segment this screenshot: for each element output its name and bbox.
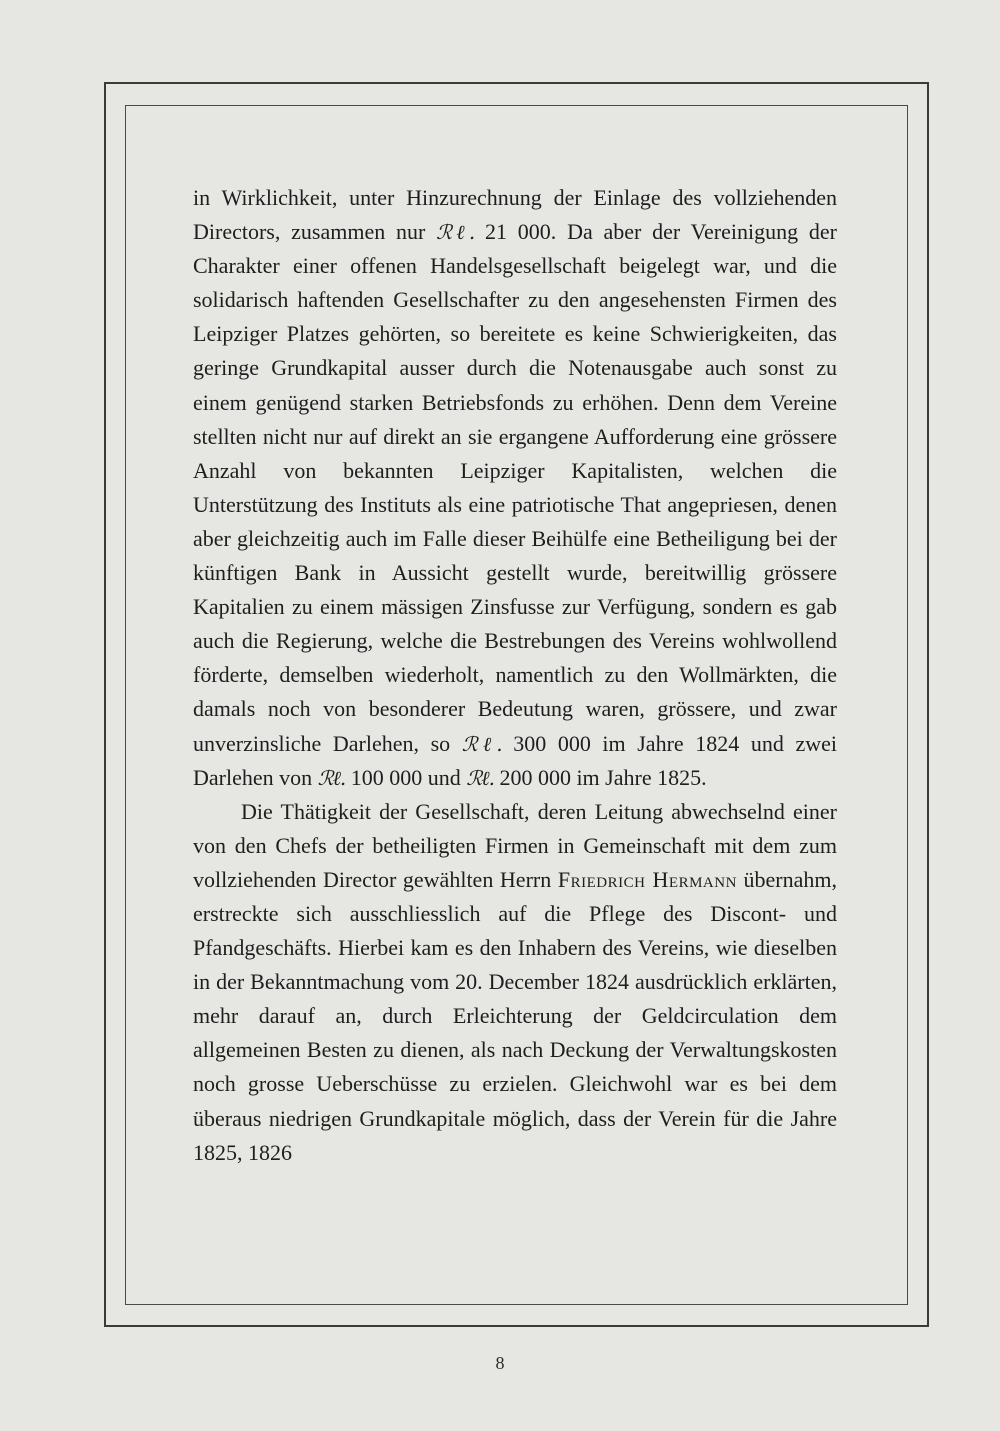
text-segment: 300 000 im Jahre 1824 und zwei Darlehen von [193,730,837,790]
text-segment: 200 000 im Jahre 1825. [493,764,707,790]
text-segment: 21 000. Da aber der Vereinigung der Charakter einer offenen Handelsgesellschaft beigelegt war, und die solidarisch haftenden Gesellschafter zu den angesehensten Firmen des Leipziger Platzes gehörten, so bereitete es keine Schwierigkeiten, das geringe Grundkapital ausser durch die Notenausgabe auch sonst zu einem genügend starken Betriebsfonds zu erhöhen. Denn dem Vereine stellten nicht nur auf direkt an sie ergangene Aufforderung eine grössere Anzahl von bekannten Leipziger Kapitalisten, welchen die Unterstützung des Instituts als eine patriotische That angepriesen, denen aber gleichzeitig auch im Falle dieser Beihülfe eine Betheiligung bei der künftigen Bank in Aussicht gestellt wurde, bereitwillig grössere Kapitalien zu einem mässigen Zinsfusse zur Verfügung, sondern es gab auch die Regierung, welche die Bestrebungen des Vereins wohlwollend förderte, demselben wiederholt, namentlich zu den Wollmärkten, die damals noch von besonderer Bedeutung waren, grössere, und zwar unverzinsliche Darlehen, so [193,219,837,756]
text-segment: Die Thätigkeit der Gesellschaft, deren Leitung abwechselnd einer von den Chefs der betheiligten Firmen in Gemeinschaft mit dem zum vollziehenden Director gewählten Herrn [193,798,837,892]
paragraph-2 [193,795,837,1170]
thaler-symbol: ℛℓ. [461,731,502,756]
thaler-symbol: ℛℓ. [466,765,494,790]
text-segment: übernahm, erstreckte sich ausschliesslich auf die Pflege des Discont- und Pfandgeschäfts. Hierbei kam es den Inhabern des Vereins, wie dieselben in der Bekanntmachung vom 20. December 1824 ausdrücklich erklärten, mehr darauf an, durch Erleichterung der Geldcirculation dem allgemeinen Besten zu dienen, als nach Deckung der Verwaltungskosten noch grosse Ueberschüsse zu erzielen. Gleichwohl war es bei dem überaus niedrigen Grundkapitale möglich, dass der Verein für die Jahre 1825, 1826 [193,866,837,1165]
thaler-symbol: ℛℓ. [317,765,346,790]
thaler-symbol: ℛℓ. [436,220,475,245]
page-number: 8 [495,1353,505,1373]
text-segment: 100 000 und [345,764,467,790]
text-segment: in Wirklichkeit, unter Hinzurechnung der Einlage des vollziehenden Directors, zusammen nur [193,185,837,245]
body-text [193,181,837,1170]
paragraph-1 [193,181,837,795]
person-name-smallcaps: Friedrich Hermann [557,866,737,892]
